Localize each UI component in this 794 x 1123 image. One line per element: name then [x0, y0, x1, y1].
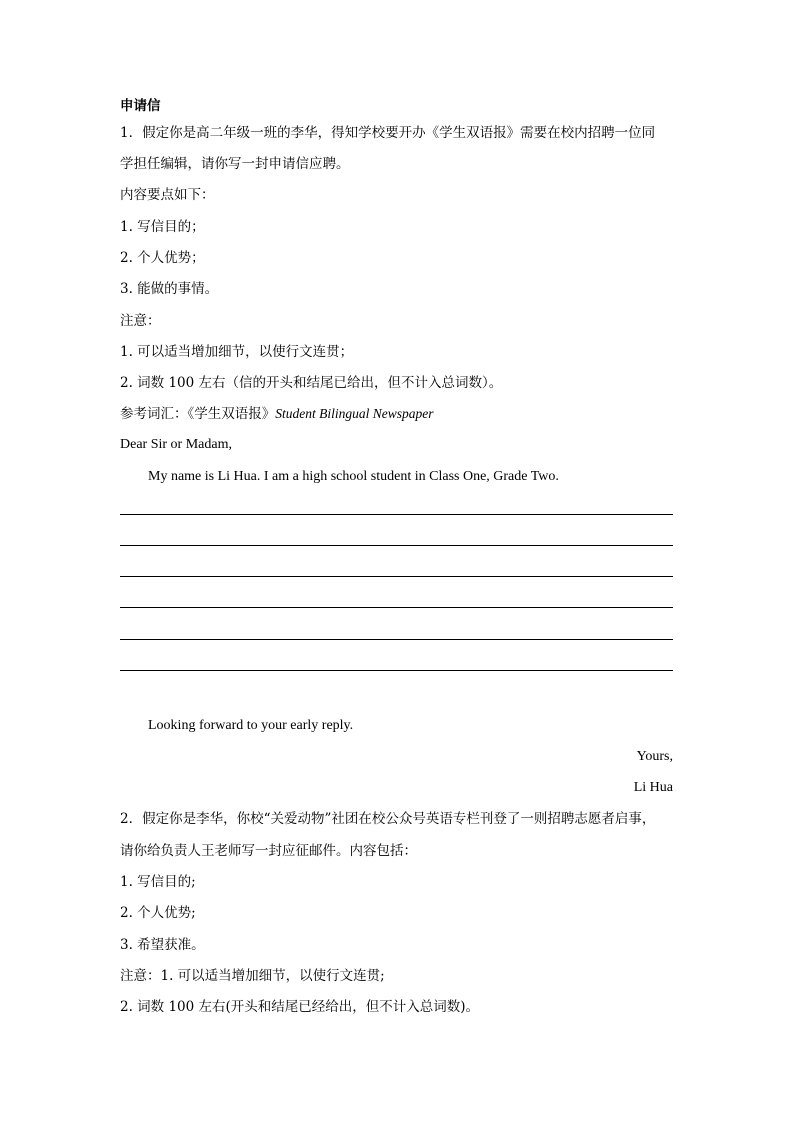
vocab-term: Student Bilingual Newspaper — [275, 406, 434, 421]
q2-prompt-line-2: 请你给负责人王老师写一封应征邮件。内容包括： — [120, 843, 417, 859]
vocab-label: 参考词汇：《学生双语报》 — [120, 406, 276, 422]
q1-note-2: 2. 词数 100 左右（信的开头和结尾已给出，但不计入总词数）。 — [120, 375, 503, 391]
section-title: 申请信 — [120, 98, 161, 114]
writing-line-3 — [120, 576, 673, 577]
q2-point-1: 1. 写信目的; — [120, 874, 196, 890]
letter-signature: Li Hua — [633, 780, 673, 795]
letter-salutation: Dear Sir or Madam, — [120, 437, 232, 452]
q1-point-2: 2. 个人优势； — [120, 250, 205, 266]
writing-line-5 — [120, 639, 673, 640]
letter-closing: Looking forward to your early reply. — [148, 718, 354, 733]
q1-vocabulary — [120, 405, 434, 423]
q2-note-1: 注意：1. 可以适当增加细节，以使行文连贯; — [120, 968, 385, 984]
q2-point-3: 3. 希望获准。 — [120, 937, 205, 953]
q1-point-3: 3. 能做的事情。 — [120, 281, 219, 297]
q1-note-1: 1. 可以适当增加细节，以使行文连贯； — [120, 344, 354, 360]
writing-line-6 — [120, 670, 673, 671]
q2-note-2: 2. 词数 100 左右(开头和结尾已经给出，但不计入总词数)。 — [120, 999, 480, 1015]
q2-point-2: 2. 个人优势; — [120, 905, 196, 921]
writing-line-1 — [120, 514, 673, 515]
q2-prompt-line-1: 2．假定你是李华，你校“关爱动物”社团在校公众号英语专栏刊登了一则招聘志愿者启事， — [120, 811, 656, 827]
q1-prompt-line-1: 1．假定你是高二年级一班的李华，得知学校要开办《学生双语报》需要在校内招聘一位同 — [120, 125, 656, 141]
letter-opening: My name is Li Hua. I am a high school student in Class One, Grade Two. — [148, 469, 559, 484]
q1-point-1: 1. 写信目的； — [120, 219, 205, 235]
q1-points-heading: 内容要点如下： — [120, 187, 215, 203]
writing-line-4 — [120, 607, 673, 608]
letter-sign-off: Yours, — [636, 749, 673, 764]
q1-notes-heading: 注意： — [120, 313, 161, 329]
q1-prompt-line-2: 学担任编辑，请你写一封申请信应聘。 — [120, 156, 350, 172]
writing-line-2 — [120, 545, 673, 546]
